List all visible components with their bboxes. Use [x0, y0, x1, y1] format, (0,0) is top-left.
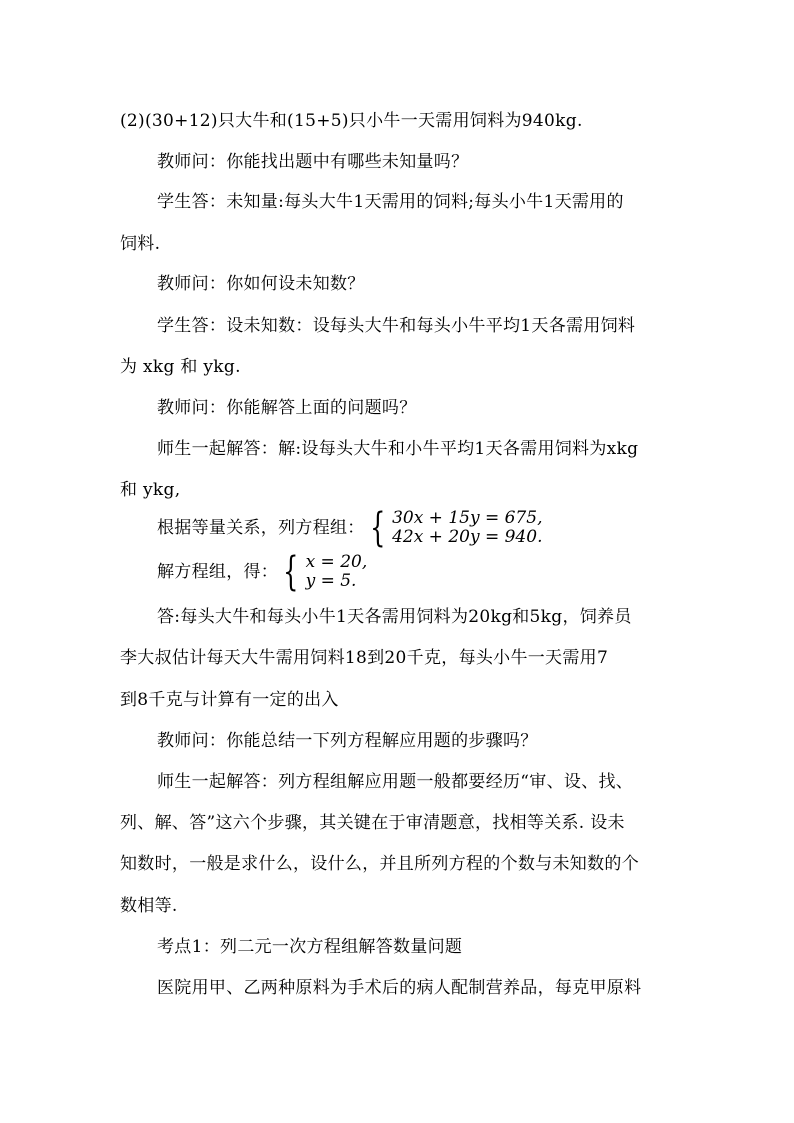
text-line: 为 xkg 和 ykg.	[120, 357, 241, 377]
text-line: 师生一起解答：解:设每头大牛和小牛平均1天各需用饲料为xkg	[157, 439, 639, 459]
brace: {	[283, 549, 299, 595]
text-line: 和 ykg,	[120, 480, 181, 500]
equation: y = 5.	[305, 571, 357, 591]
text-line: 医院用甲、乙两种原料为手术后的病人配制营养品，每克甲原料	[157, 978, 642, 998]
brace: {	[369, 505, 385, 551]
text-line: 教师问：你能找出题中有哪些未知量吗？	[157, 152, 469, 172]
text-line: 学生答：未知量:每头大牛1天需用的饲料;每头小牛1天需用的	[157, 192, 624, 212]
text-line: 教师问：你如何设未知数？	[157, 274, 365, 294]
text-line: 列、解、答”这六个步骤，其关键在于审清题意，找相等关系. 设未	[120, 813, 625, 833]
text-line: 到8千克与计算有一定的出入	[120, 690, 339, 710]
equation-label: 解方程组，得：	[157, 562, 279, 582]
text-line: 教师问：你能解答上面的问题吗？	[157, 398, 417, 418]
equation: 30x + 15y = 675,	[392, 508, 543, 528]
text-line: 李大叔估计每天大牛需用饲料18到20千克，每头小牛一天需用7	[120, 648, 609, 668]
text-line: 饲料.	[120, 234, 161, 254]
text-line: 教师问：你能总结一下列方程解应用题的步骤吗？	[157, 731, 538, 751]
equation-system-2	[157, 549, 368, 595]
text-line: 数相等.	[120, 896, 178, 916]
text-line: 答:每头大牛和每头小牛1天各需用饲料为20kg和5kg，饲养员	[157, 607, 632, 627]
text-line: (2)(30+12)只大牛和(15+5)只小牛一天需用饲料为940kg.	[120, 111, 583, 131]
section-heading: 考点1：列二元一次方程组解答数量问题	[157, 937, 463, 957]
equation-system-1	[157, 505, 543, 551]
equation-label: 根据等量关系，列方程组：	[157, 518, 365, 538]
text-line: 师生一起解答：列方程组解应用题一般都要经历“审、设、找、	[157, 772, 634, 792]
equation: x = 20,	[305, 552, 368, 572]
text-line: 知数时，一般是求什么，设什么，并且所列方程的个数与未知数的个	[120, 854, 639, 874]
text-line: 学生答：设未知数：设每头大牛和每头小牛平均1天各需用饲料	[157, 316, 636, 336]
equation: 42x + 20y = 940.	[392, 527, 543, 547]
